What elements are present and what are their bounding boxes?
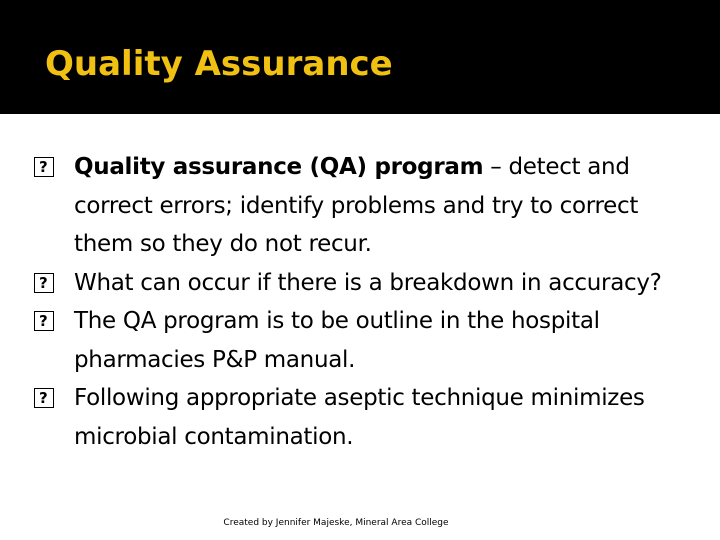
slide-footer: Created by Jennifer Majeske, Mineral Area College [223, 518, 449, 528]
slide-title: Quality Assurance [45, 44, 393, 84]
title-bar [0, 0, 720, 114]
bullet-icon [34, 388, 54, 408]
bullet-text: – detect and correct errors; identify problems and try to correct them so they do not recur. [74, 154, 639, 257]
bullet-list [34, 148, 694, 456]
bullet-item-pp-manual [34, 302, 694, 379]
bullet-item-qa-program [34, 148, 694, 264]
bullet-item-aseptic-technique [34, 379, 694, 456]
bullet-icon [34, 273, 54, 293]
bullet-text: What can occur if there is a breakdown in accuracy? [74, 269, 662, 296]
bullet-bold-text: Quality assurance (QA) program [74, 154, 484, 180]
bullet-text: The QA program is to be outline in the hospital pharmacies P&P manual. [74, 308, 600, 373]
bullet-item-breakdown [34, 264, 694, 303]
bullet-icon [34, 311, 54, 331]
bullet-text: Following appropriate aseptic technique minimizes microbial contamination. [74, 385, 645, 450]
bullet-icon [34, 157, 54, 177]
